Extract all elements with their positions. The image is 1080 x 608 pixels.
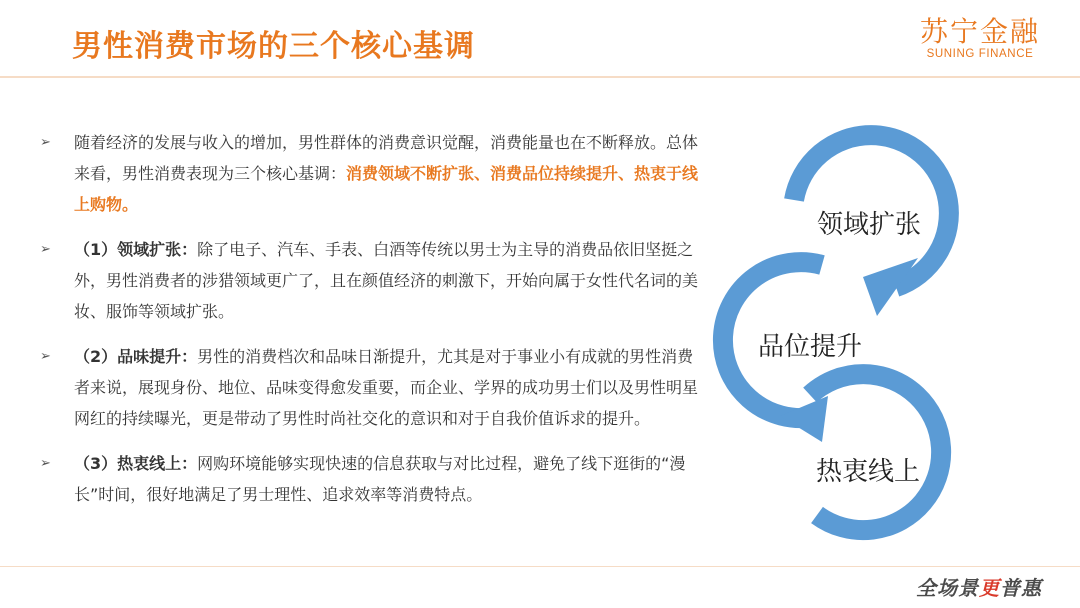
brand-name: 苏宁金融 [919, 15, 1040, 48]
list-item [40, 448, 700, 510]
brand-logo [920, 16, 1040, 60]
list-item [40, 127, 700, 220]
arrow-bullet-icon: ➢ [40, 135, 51, 150]
bullet-body: 男性的消费档次和品味日渐提升，尤其是对于事业小有成就的男性消费者来说，展现身份、地位、品味变得愈发重要，而企业、学界的成功男士们以及男性明星网红的持续曝光，更是带动了男性时尚社交化的意识和对于自我价值诉求的提升。 [74, 347, 699, 428]
footer-divider [0, 566, 1080, 567]
intro-text: 随着经济的发展与收入的增加，男性群体的消费意识觉醒，消费能量也在不断释放。总体来看，男性消费表现为三个核心基调： [74, 133, 699, 183]
header-divider [0, 76, 1080, 78]
brand-english-name: SUNING FINANCE [926, 48, 1034, 60]
bullet-text [74, 341, 700, 434]
list-item [40, 341, 700, 434]
arrow-bullet-icon: ➢ [40, 456, 51, 471]
stage-label-expansion: 领域扩张 [817, 210, 922, 240]
stage-label-online: 热衷线上 [816, 457, 921, 487]
stage-label-taste: 品位提升 [758, 332, 863, 362]
cycle-arrowhead-2 [780, 396, 828, 442]
cycle-diagram [700, 120, 1000, 560]
arrow-bullet-icon: ➢ [40, 242, 51, 257]
bullet-text [74, 127, 700, 220]
slogan-part-a: 全场景 [916, 576, 979, 600]
bullet-text [74, 234, 700, 327]
footer-slogan [916, 572, 1042, 601]
bullet-heading: （1）领域扩张： [74, 240, 198, 259]
slogan-part-b: 更 [979, 576, 1000, 600]
page-title: 男性消费市场的三个核心基调 [72, 29, 475, 64]
bullet-text [74, 448, 700, 510]
slogan-part-c: 普惠 [1000, 576, 1042, 600]
bullet-heading: （3）热衷线上： [74, 454, 198, 473]
bullet-list [40, 127, 700, 524]
list-item [40, 234, 700, 327]
bullet-body: 除了电子、汽车、手表、白酒等传统以男士为主导的消费品依旧坚挺之外，男性消费者的涉猎领域更广了，且在颜值经济的刺激下，开始向属于女性代名词的美妆、服饰等领域扩张。 [74, 240, 699, 321]
bullet-heading: （2）品味提升： [74, 347, 198, 366]
arrow-bullet-icon: ➢ [40, 349, 51, 364]
highlight-text: 消费领域不断扩张、消费品位持续提升、热衷于线上购物。 [74, 164, 699, 214]
bullet-body: 网购环境能够实现快速的信息获取与对比过程，避免了线下逛街的“漫长”时间，很好地满足了男士理性、追求效率等消费特点。 [74, 454, 686, 504]
